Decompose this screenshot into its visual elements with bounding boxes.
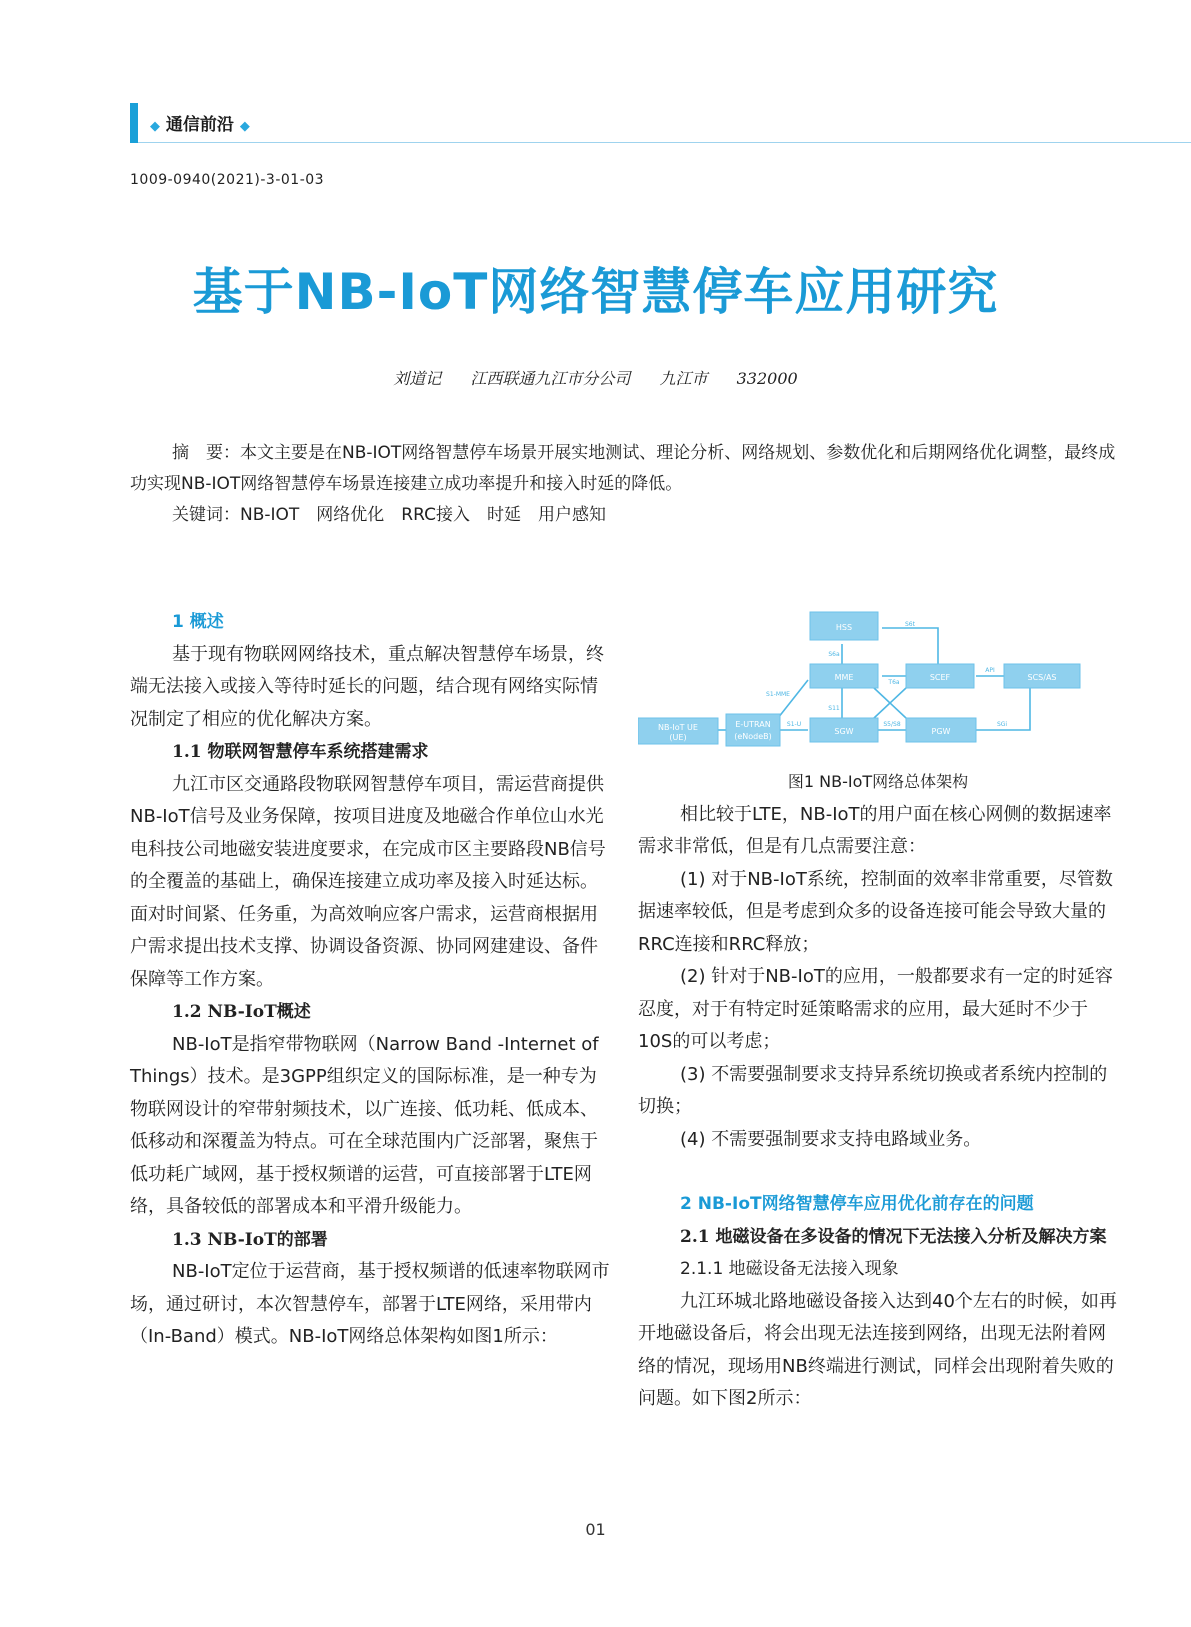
s11-label: S11 [828, 705, 840, 712]
section-heading: 2 NB-IoT网络智慧停车应用优化前存在的问题 [680, 1194, 1034, 1214]
paragraph: 基于现有物联网网络技术，重点解决智慧停车场景，终端无法接入或接入等待时延长的问题，结合现有网络实际情况制定了相应的优化解决方案。 [130, 643, 604, 730]
t6a-label: T6a [888, 679, 900, 686]
pgw-label: PGW [931, 727, 951, 736]
subsubsection-heading: 2.1.1 地磁设备无法接入现象 [680, 1259, 899, 1279]
abstract-text: 摘 要：本文主要是在NB-IOT网络智慧停车场景开展实地测试、理论分析、网络规划、参数优化和后期网络优化调整，最终成功实现NB-IOT网络智慧停车场景连接建立成功率提升和接入时延的降低。 [130, 443, 1116, 494]
paragraph: (2) 针对于NB-IoT的应用，一般都要求有一定的时延容忍度，对于有特定时延策略需求的应用，最大延时不少于10S的可以考虑； [638, 966, 1113, 1052]
paragraph: (3) 不需要强制要求支持异系统切换或者系统内控制的切换； [638, 1063, 1108, 1117]
s1mme-label: S1-MME [766, 691, 790, 698]
s1u-label: S1-U [786, 721, 802, 728]
diamond-icon: ◆ [150, 119, 160, 134]
diamond-icon: ◆ [239, 119, 250, 134]
subsection-heading: 1.3 NB-IoT的部署 [172, 1229, 328, 1250]
subsection-heading: 2.1 地磁设备在多设备的情况下无法接入分析及解决方案 [680, 1226, 1107, 1247]
article-title: 基于NB-IoT网络智慧停车应用研究 [192, 263, 999, 321]
section-label-text: 通信前沿 [165, 115, 234, 135]
sgw-label: SGW [834, 727, 854, 736]
paragraph: (4) 不需要强制要求支持电路域业务。 [680, 1128, 982, 1150]
architecture-diagram [638, 606, 1118, 766]
author-city: 九江市 [659, 369, 708, 388]
s6a-label: S6a [828, 651, 840, 658]
architecture-figure [638, 606, 1118, 766]
ue-label: NB-IoT UE [658, 723, 698, 732]
subsection-heading: 1.2 NB-IoT概述 [172, 1002, 311, 1022]
scs-label: SCS/AS [1027, 673, 1057, 682]
left-column [130, 606, 610, 1354]
paragraph: NB-IoT定位于运营商，基于授权频谱的低速率物联网市场，通过研讨，本次智慧停车，部署于LTE网络，采用带内（In-Band）模式。NB-IoT网络总体架构如图1所示： [130, 1261, 610, 1347]
issn-code: 1009-0940(2021)-3-01-03 [130, 172, 325, 188]
sgi-label: SGi [996, 721, 1008, 728]
eutran-sub-label: (eNodeB) [734, 732, 772, 741]
node-eutran [726, 714, 780, 746]
paragraph: (1) 对于NB-IoT系统，控制面的效率非常重要，尽管数据速率较低，但是考虑到众多的设备连接可能会导致大量的RRC连接和RRC释放； [638, 868, 1113, 955]
abstract-block [130, 438, 1120, 531]
paragraph: 九江市区交通路段物联网智慧停车项目，需运营商提供NB-IoT信号及业务保障，按项目进度及地磁合作单位山水光电科技公司地磁安装进度要求，在完成市区主要路段NB信号的全覆盖的基础上，确保连接建立成功率及接入时延达标。面对时间紧、任务重，为高效响应客户需求，运营商根据用户需求提出技术支撑、协调设备资源、协同网建建设、备件保障等工作方案。 [130, 773, 606, 990]
figure-caption: 图1 NB-IoT网络总体架构 [787, 772, 969, 791]
section-accent-bar [130, 103, 138, 143]
s6t-label: S6t [905, 621, 915, 628]
page-number: 01 [585, 1520, 606, 1539]
section-heading: 1 概述 [172, 612, 224, 632]
api-label: API [985, 667, 995, 674]
author-name: 刘道记 [393, 369, 442, 388]
header-divider [138, 142, 1191, 143]
author-line [0, 366, 1191, 389]
paragraph: 九江环城北路地磁设备接入达到40个左右的时候，如再开地磁设备后，将会出现无法连接到网络，出现无法附着网络的情况，现场用NB终端进行测试，同样会出现附着失败的问题。如下图2所示： [638, 1290, 1117, 1409]
section-label [150, 110, 250, 135]
s5s8-label: S5/S8 [883, 721, 901, 728]
scef-label: SCEF [929, 673, 951, 682]
mme-label: MME [834, 673, 854, 682]
right-column [638, 606, 1118, 1416]
paragraph: 相比较于LTE，NB-IoT的用户面在核心网侧的数据速率需求非常低，但是有几点需要注意： [638, 803, 1112, 857]
paragraph: NB-IoT是指窄带物联网（Narrow Band -Internet of Things）技术。是3GPP组织定义的国际标准，是一种专为物联网设计的窄带射频技术，以广连接、低功耗、低成本、低移动和深覆盖为特点。可在全球范围内广泛部署，聚焦于低功耗广域网，基于授权频谱的运营，可直接部署于LTE网络，具备较低的部署成本和平滑升级能力。 [130, 1033, 599, 1217]
keywords-text: 关键词：NB-IOT 网络优化 RRC接入 时延 用户感知 [172, 505, 606, 525]
hss-label: HSS [835, 623, 853, 632]
author-affiliation: 江西联通九江市分公司 [470, 369, 631, 388]
ue-sub-label: (UE) [669, 733, 687, 742]
eutran-label: E-UTRAN [735, 720, 771, 729]
subsection-heading: 1.1 物联网智慧停车系统搭建需求 [172, 742, 429, 762]
author-postcode: 332000 [736, 369, 798, 388]
